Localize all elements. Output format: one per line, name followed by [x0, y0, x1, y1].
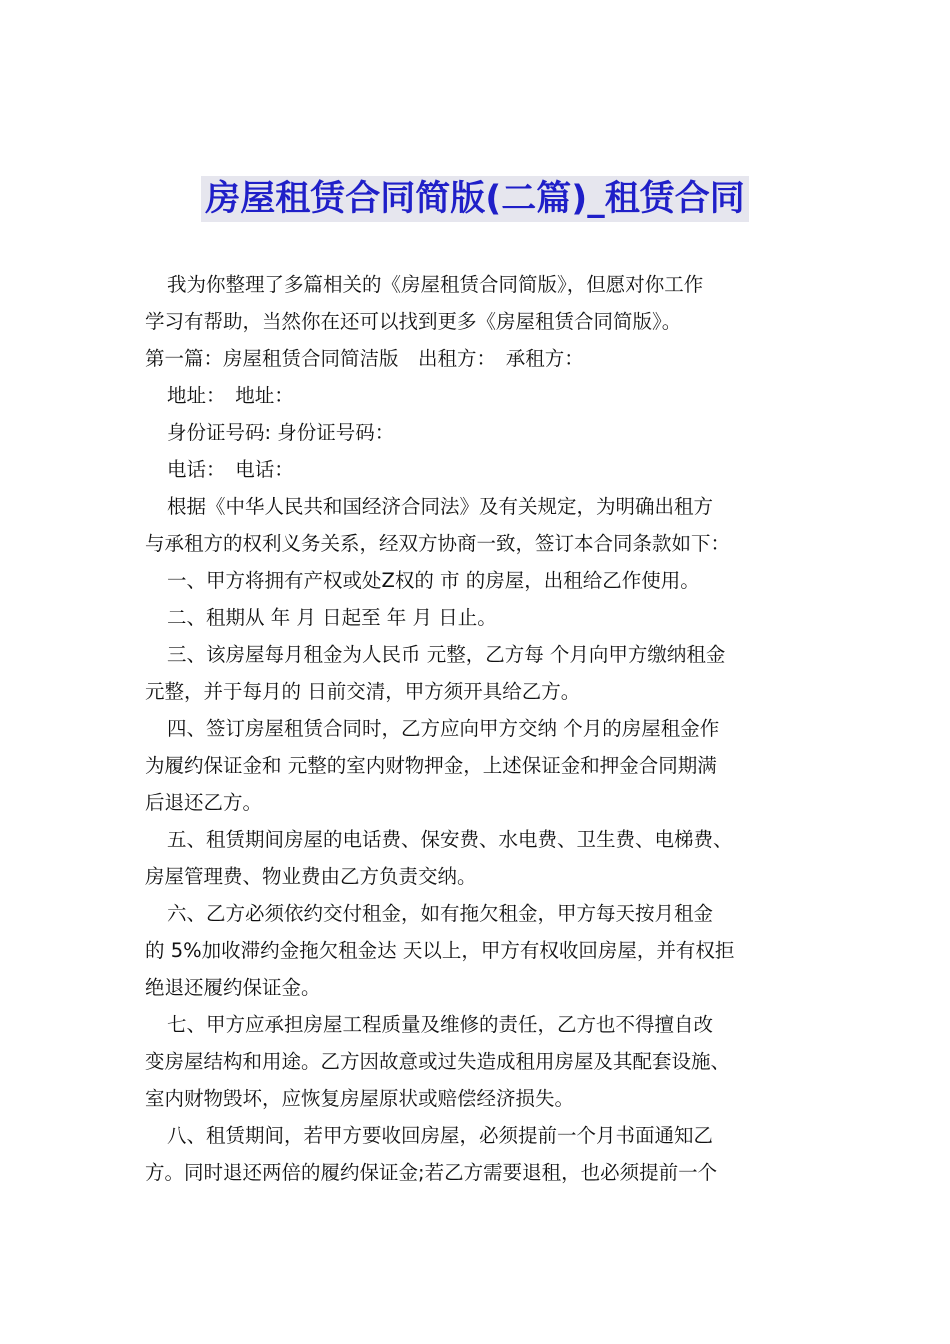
clause-4-line-2: 为履约保证金和 元整的室内财物押金，上述保证金和押金合同期满 [145, 754, 717, 777]
phone-line: 电话： 电话： [167, 458, 294, 481]
clause-7-line-1: 七、甲方应承担房屋工程质量及维修的责任，乙方也不得擅自改 [167, 1013, 714, 1036]
id-number-line: 身份证号码: 身份证号码： [167, 421, 395, 444]
clause-8-line-1: 八、租赁期间，若甲方要收回房屋，必须提前一个月书面通知乙 [167, 1124, 714, 1147]
intro-line-2: 学习有帮助，当然你在还可以找到更多《房屋租赁合同简版》。 [145, 310, 682, 333]
part-one-heading: 第一篇：房屋租赁合同简洁版 出租方： 承租方： [145, 347, 584, 370]
clause-4-line-1: 四、签订房屋租赁合同时，乙方应向甲方交纳 个月的房屋租金作 [167, 717, 720, 740]
clause-1: 一、甲方将拥有产权或处Z权的 市 的房屋，出租给乙作使用。 [167, 569, 700, 592]
clause-5-line-1: 五、租赁期间房屋的电话费、保安费、水电费、卫生费、电梯费、 [167, 828, 733, 851]
clause-3-line-1: 三、该房屋每月租金为人民币 元整，乙方每 个月向甲方缴纳租金 [167, 643, 726, 666]
preamble-line-2: 与承租方的权利义务关系，经双方协商一致，签订本合同条款如下： [145, 532, 731, 555]
clause-6-line-2: 的 5%加收滞约金拖欠租金达 天以上，甲方有权收回房屋，并有权拒 [145, 939, 735, 962]
clause-8-line-2: 方。同时退还两倍的履约保证金;若乙方需要退租，也必须提前一个 [145, 1161, 718, 1184]
clause-7-line-2: 变房屋结构和用途。乙方因故意或过失造成租用房屋及其配套设施、 [145, 1050, 731, 1073]
document-title-row [0, 176, 950, 222]
clause-4-line-3: 后退还乙方。 [145, 791, 263, 814]
document-body [145, 266, 810, 1191]
address-line: 地址： 地址： [167, 384, 294, 407]
clause-6-line-3: 绝退还履约保证金。 [145, 976, 321, 999]
clause-6-line-1: 六、乙方必须依约交付租金，如有拖欠租金，甲方每天按月租金 [167, 902, 714, 925]
intro-line-1: 我为你整理了多篇相关的《房屋租赁合同简版》，但愿对你工作 [167, 273, 704, 296]
clause-7-line-3: 室内财物毁坏，应恢复房屋原状或赔偿经济损失。 [145, 1087, 575, 1110]
document-title: 房屋租赁合同简版(二篇)_租赁合同 [201, 176, 749, 222]
preamble-line-1: 根据《中华人民共和国经济合同法》及有关规定，为明确出租方 [167, 495, 714, 518]
clause-2: 二、租期从 年 月 日起至 年 月 日止。 [167, 606, 497, 629]
clause-3-line-2: 元整，并于每月的 日前交清，甲方须开具给乙方。 [145, 680, 581, 703]
clause-5-line-2: 房屋管理费、物业费由乙方负责交纳。 [145, 865, 477, 888]
